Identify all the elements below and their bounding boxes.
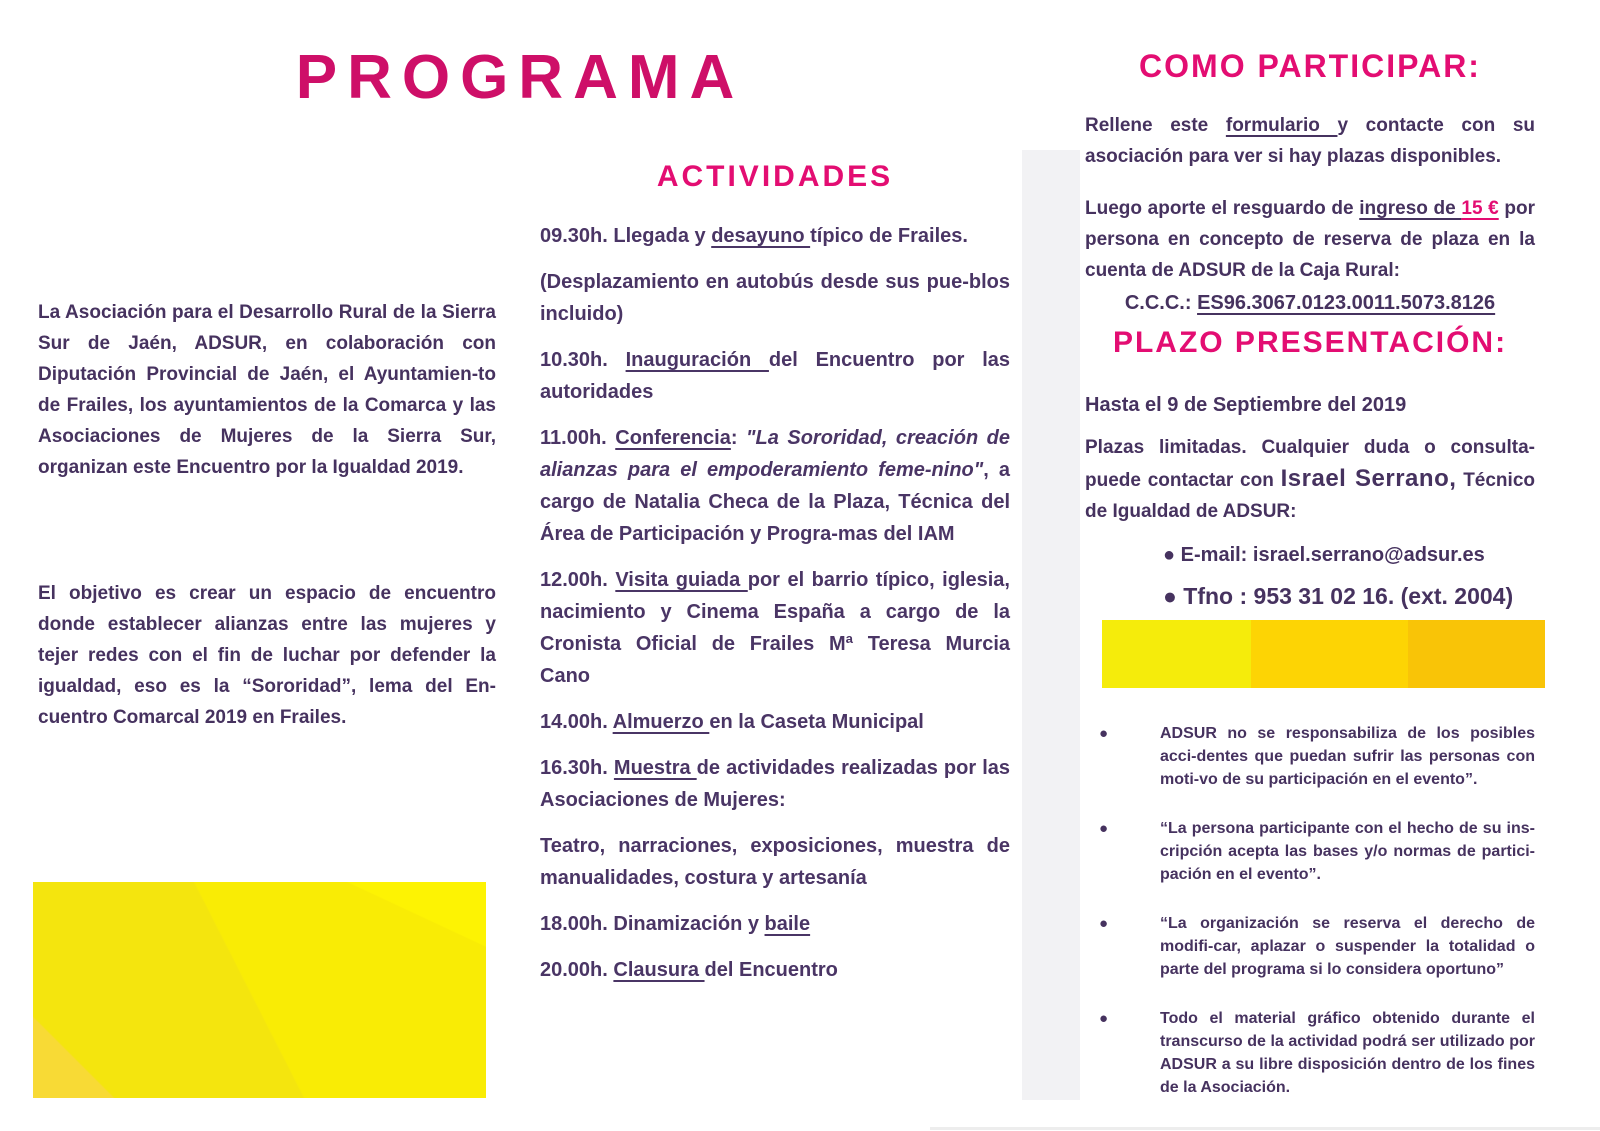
activity-item: (Desplazamiento en autobús desde sus pue-blos incluido) bbox=[540, 271, 1010, 325]
formulario-link[interactable]: formulario bbox=[1225, 115, 1338, 136]
participate-paragraph-2: Luego aporte el resguardo de ingreso de 15 € por persona en concepto de reserva de plaza en la cuenta de ADSUR de la Caja Rural: bbox=[1085, 198, 1535, 281]
page-title: PROGRAMA bbox=[295, 43, 745, 112]
activity-item: 16.30h. Muestra de actividades realizadas por las Asociaciones de Mujeres: bbox=[540, 757, 1010, 811]
bullet-icon: ● bbox=[1163, 544, 1176, 566]
contact-paragraph: Plazas limitadas. Cualquier duda o consulta-puede contactar con Israel Serrano, Técnico de Igualdad de ADSUR: bbox=[1085, 437, 1535, 522]
note-text: Todo el material gráfico obtenido durante el transcurso de la actividad podrá ser utilizado por ADSUR a su libre disposición dentro de los fines de la Asociación. bbox=[1160, 1010, 1535, 1096]
yellow-band-segment-2 bbox=[1251, 620, 1408, 688]
bank-account-line: C.C.C.: ES96.3067.0123.0011.5073.8126 bbox=[1124, 292, 1496, 314]
bullet-icon: ● bbox=[1099, 820, 1109, 837]
activity-item: 12.00h. Visita guiada por el barrio típico, iglesia, nacimiento y Cinema España a cargo de la Cronista Oficial de Frailes Mª Teresa Murcia Cano bbox=[540, 569, 1010, 687]
activity-item: 18.00h. Dinamización y baile bbox=[540, 913, 811, 935]
activity-item: 09.30h. Llegada y desayuno típico de Frailes. bbox=[540, 225, 968, 247]
note-item bbox=[1085, 912, 1535, 981]
intro-paragraph: La Asociación para el Desarrollo Rural de la Sierra Sur de Jaén, ADSUR, en colaboración con Diputación Provincial de Jaén, el Ayuntamien-to de Frailes, los ayuntamientos de la Comarca y las Asociaciones de Mujeres de la Sierra Sur, organizan este Encuentro por la Igualdad 2019. bbox=[38, 302, 496, 478]
yellow-band-segment-1 bbox=[1102, 620, 1251, 688]
bullet-icon: ● bbox=[1163, 583, 1177, 609]
activity-item: 20.00h. Clausura del Encuentro bbox=[540, 959, 838, 981]
yellow-band-segment-3 bbox=[1408, 620, 1545, 688]
legal-notes-list bbox=[1085, 722, 1535, 1125]
note-item bbox=[1085, 817, 1535, 886]
yellow-band-decoration bbox=[1102, 620, 1545, 688]
bullet-icon: ● bbox=[1099, 725, 1109, 742]
email-text[interactable]: E-mail: israel.serrano@adsur.es bbox=[1180, 544, 1485, 566]
activities-header: ACTIVIDADES bbox=[656, 160, 894, 193]
activity-item: 14.00h. Almuerzo en la Caseta Municipal bbox=[540, 711, 924, 733]
note-item bbox=[1085, 1007, 1535, 1099]
phone-contact bbox=[1085, 580, 1535, 612]
bullet-icon: ● bbox=[1099, 1010, 1109, 1027]
deadline-header: PLAZO PRESENTACIÓN: bbox=[1112, 326, 1508, 359]
phone-text: Tfno : 953 31 02 16. (ext. 2004) bbox=[1183, 583, 1514, 609]
note-text: “La organización se reserva el derecho de modifi-car, aplazar o suspender la totalidad o parte del programa si lo considera oportuno” bbox=[1160, 915, 1535, 978]
participate-header: COMO PARTICIPAR: bbox=[1139, 48, 1481, 84]
activity-item: 10.30h. Inauguración del Encuentro por las autoridades bbox=[540, 349, 1011, 403]
activity-item: 11.00h. Conferencia: "La Sororidad, creación de alianzas para el empoderamiento feme-nino", a cargo de Natalia Checa de la Plaza, Técnica del Área de Participación y Progra-mas del IAM bbox=[540, 427, 1011, 545]
bullet-icon: ● bbox=[1099, 915, 1109, 932]
activity-item: Teatro, narraciones, exposiciones, muestra de manualidades, costura y artesanía bbox=[540, 835, 1010, 889]
objective-paragraph: El objetivo es crear un espacio de encuentro donde establecer alianzas entre las mujeres y tejer redes con el fin de luchar por defender la igualdad, eso es la “Sororidad”, lema del En-cuentro Comarcal 2019 en Frailes. bbox=[38, 583, 496, 728]
activities-section bbox=[540, 160, 1010, 1000]
note-item bbox=[1085, 722, 1535, 791]
yellow-decoration-box bbox=[33, 882, 486, 1098]
background-watermark-strip bbox=[1022, 150, 1080, 1100]
background-bottom-edge bbox=[930, 1127, 1600, 1130]
participate-paragraph-1: Rellene este formulario y contacte con su asociación para ver si hay plazas disponibles. bbox=[1085, 115, 1536, 167]
email-contact[interactable] bbox=[1085, 540, 1535, 570]
note-text: ADSUR no se responsabiliza de los posibles acci-dentes que puedan sufrir las personas con moti-vo de su participación en el evento”. bbox=[1160, 725, 1535, 788]
deadline-date: Hasta el 9 de Septiembre del 2019 bbox=[1085, 394, 1407, 416]
note-text: “La persona participante con el hecho de su ins-cripción acepta las bases y/o normas de partici-pación en el evento”. bbox=[1160, 820, 1535, 883]
